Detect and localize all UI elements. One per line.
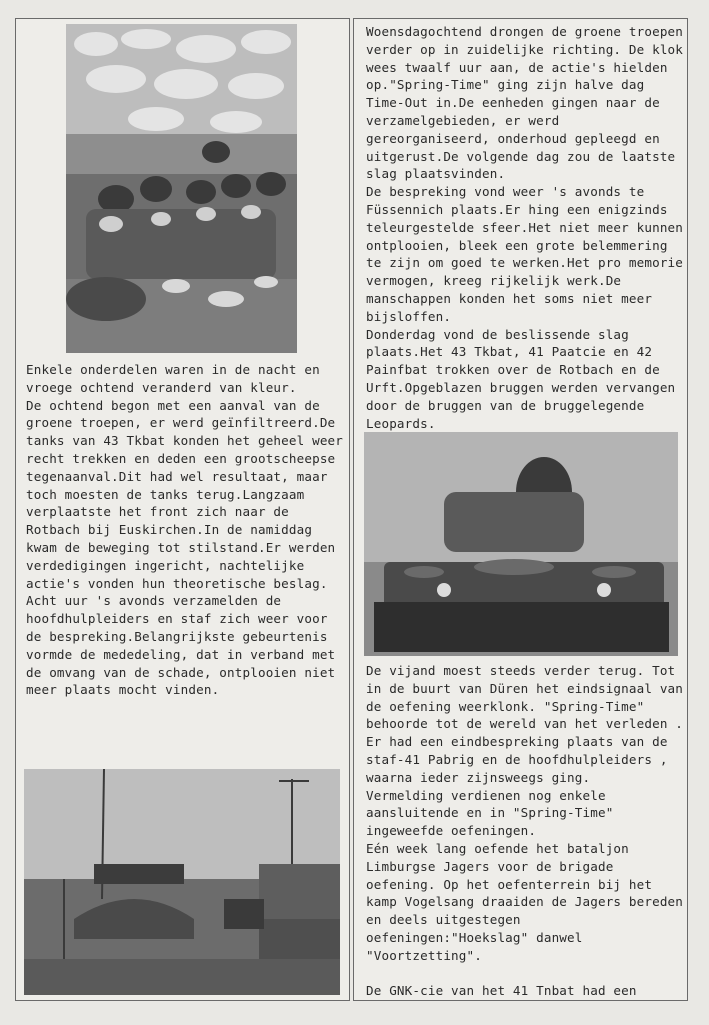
paragraph: De vijand moest steeds verder terug. Tot in de buurt van Düren het eindsignaal van de oefening weerklonk. "Spring-Time" behoorde tot de wereld van het verleden .	[366, 663, 684, 732]
left-text-block	[26, 361, 344, 699]
paragraph: Er had een eindbespreking plaats van de staf-41 Pabrig en de hoofdhulpleiders , waarna ieder zijnsweegs ging.	[366, 734, 668, 785]
left-column	[15, 18, 350, 1001]
paragraph: Vermelding verdienen nog enkele aansluitende en in "Spring-Time" ingeweefde oefeningen.	[366, 787, 614, 839]
paragraph: Eén week lang oefende het bataljon Limburgse Jagers voor de brigade oefening. Op het oefenterrein bij het kamp Vogelsang draaiden de Jagers bereden en deels uitgestegen oefeningen:"Hoekslag" danwel "Voortzetting".	[366, 840, 684, 963]
tank-photo	[364, 432, 678, 656]
soldiers-photo	[66, 24, 297, 353]
right-text-block-bottom	[366, 662, 684, 1000]
right-text-block-top	[366, 23, 684, 432]
paragraph: De ochtend begon met een aanval van de groene troepen, er werd geïnfiltreerd.De tanks van 43 Tkbat konden het geheel weer recht trekken en deden een grootscheepse tegenaanval.Dit had wel resultaat, maar toch moesten de tanks terug.Langzaam verplaatste het front zich naar de Rotbach bij Euskirchen.In de namiddag kwam de beweging tot stilstand.Er werden verdedigingen ingericht, nachtelijke actie's vonden hun theoretische beslag.	[26, 397, 344, 591]
paragraph: Woensdagochtend drongen de groene troepen verder op in zuidelijke richting. De klok wees twaalf uur aan, de actie's hielden op."Spring-Time" ging zijn halve dag Time-Out in.De eenheden gingen naar de verzamelgebieden, er werd gereorganiseerd, onderhoud gepleegd en uitgerust.De volgende dag zou de laatste slag plaatsvinden.	[366, 24, 684, 182]
paragraph: Donderdag vond de beslissende slag plaats.Het 43 Tkbat, 41 Paatcie en 42 Painfbat trokken over de Rotbach en de Urft.Opgeblazen bruggen werden vervangen door de bruggen van de bruggelegende Leopards.	[366, 326, 676, 431]
paragraph: De bespreking vond weer 's avonds te Füssennich plaats.Er hing een enigzinds teleurgestelde sfeer.Het niet meer kunnen ontplooien, bleek een grote belemmering te zijn om goed te werken.Het pro memorie vermogen, kreeg rijkelijk werk.De manschappen konden het soms niet meer bijsloffen.	[366, 184, 684, 324]
right-column	[353, 18, 688, 1001]
paragraph	[366, 965, 684, 983]
paragraph: De GNK-cie van het 41 Tnbat had een	[366, 983, 637, 999]
field-camp-photo	[24, 769, 340, 995]
paragraph: Acht uur 's avonds verzamelden de hoofdhulpleiders en staf zich weer voor de bespreking.Belangrijkste gebeurtenis vormde de mededeling, dat in verband met de omvang van de schade, ontplooien niet meer plaats mocht vinden.	[26, 593, 336, 698]
paragraph: Enkele onderdelen waren in de nacht en vroege ochtend veranderd van kleur.	[26, 362, 320, 395]
